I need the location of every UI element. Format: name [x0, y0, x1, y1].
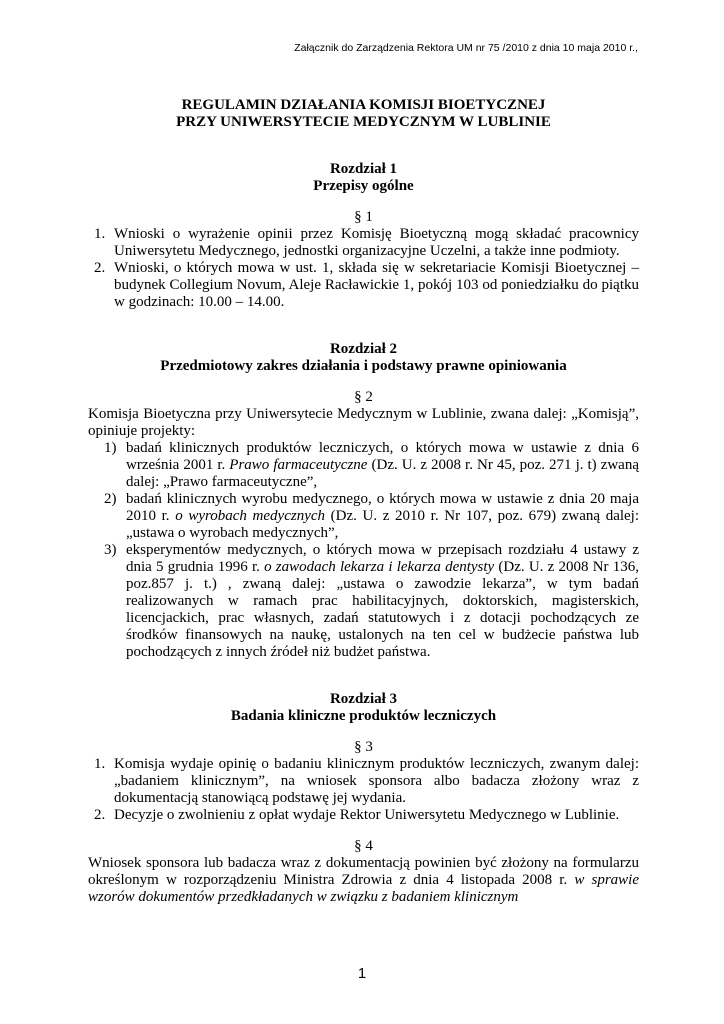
- list-item: 1. Komisja wydaje opinię o badaniu klinicznym produktów leczniczych, zwanym dalej: „badaniem klinicznym”, na wniosek sponsora albo badacza złożony wraz z dokumentacją stanowiącą podstawę jej wydania.: [94, 756, 639, 806]
- chapter-1-subtitle: Przepisy ogólne: [313, 178, 414, 194]
- list-item: 2. Wnioski, o których mowa w ust. 1, składa się w sekretariacie Komisji Bioetycznej – budynek Collegium Novum, Aleje Racławickie 1, pokój 103 od poniedziałku do piątku w godzinach: 10.00 – 14.00.: [94, 260, 639, 310]
- document-title-line-2: PRZY UNIWERSYTECIE MEDYCZNYM W LUBLINIE: [176, 114, 551, 130]
- chapter-2-heading: Rozdział 2: [329, 341, 398, 357]
- list-item: 1) badań klinicznych produktów leczniczych, o których mowa w ustawie z dnia 6 września 2001 r. Prawo farmaceutyczne (Dz. U. z 2008 r. Nr 45, poz. 271 j. t) zwaną dalej: „Prawo farmaceutyczne”,: [104, 440, 640, 490]
- document-title-line-1: REGULAMIN DZIAŁANIA KOMISJI BIOETYCZNEJ: [181, 97, 546, 113]
- chapter-3-heading: Rozdział 3: [329, 691, 398, 707]
- page-number: 1: [357, 965, 367, 982]
- section-2-list: [88, 440, 639, 661]
- list-item: 1. Wnioski o wyrażenie opinii przez Komisję Bioetyczną mogą składać pracownicy Uniwersytetu Medycznego, jednostki organizacyjne Uczelni, a także inne podmioty.: [94, 226, 639, 259]
- chapter-2-subtitle: Przedmiotowy zakres działania i podstawy prawne opiniowania: [160, 358, 567, 374]
- section-2-marker: § 2: [354, 389, 373, 405]
- chapter-1-heading: Rozdział 1: [329, 161, 398, 177]
- section-3-list: [88, 756, 639, 824]
- section-4-paragraph: Wniosek sponsora lub badacza wraz z dokumentacją powinien być złożony na formularzu określonym w rozporządzeniu Ministra Zdrowia z dnia 4 listopada 2008 r. w sprawie wzorów dokumentów przedkładanych w związku z badaniem klinicznym: [88, 855, 639, 905]
- document-body: [88, 97, 639, 906]
- section-1-marker: § 1: [354, 209, 373, 225]
- list-item: 2) badań klinicznych wyrobu medycznego, o których mowa w ustawie z dnia 20 maja 2010 r. o wyrobach medycznych (Dz. U. z 2010 r. Nr 107, poz. 679) zwaną dalej: „ustawa o wyrobach medycznych”,: [104, 491, 640, 541]
- list-item: 2. Decyzje o zwolnieniu z opłat wydaje Rektor Uniwersytetu Medycznego w Lublinie.: [94, 807, 620, 823]
- section-2-intro: Komisja Bioetyczna przy Uniwersytecie Medycznym w Lublinie, zwana dalej: „Komisją”, opiniuje projekty:: [88, 406, 639, 439]
- section-4-marker: § 4: [354, 838, 373, 854]
- chapter-3-subtitle: Badania kliniczne produktów leczniczych: [230, 708, 497, 724]
- section-3-marker: § 3: [354, 739, 373, 755]
- section-1-list: [88, 226, 639, 311]
- attachment-note: Załącznik do Zarządzenia Rektora UM nr 75 /2010 z dnia 10 maja 2010 r.,: [294, 42, 638, 54]
- list-item: 3) eksperymentów medycznych, o których mowa w przepisach rozdziału 4 ustawy z dnia 5 grudnia 1996 r. o zawodach lekarza i lekarza dentysty (Dz. U. z 2008 Nr 136, poz.857 j. t.) , zwaną dalej: „ustawa o zawodzie lekarza”, w tym badań realizowanych w ramach prac habilitacyjnych, doktorskich, magisterskich, licencjackich, prac własnych, zadań statutowych i z dotacji pochodzących ze środków finansowych na naukę, ustalonych na ten cel w budżecie państwa lub pochodzących z innych źródeł niż budżet państwa.: [104, 542, 639, 660]
